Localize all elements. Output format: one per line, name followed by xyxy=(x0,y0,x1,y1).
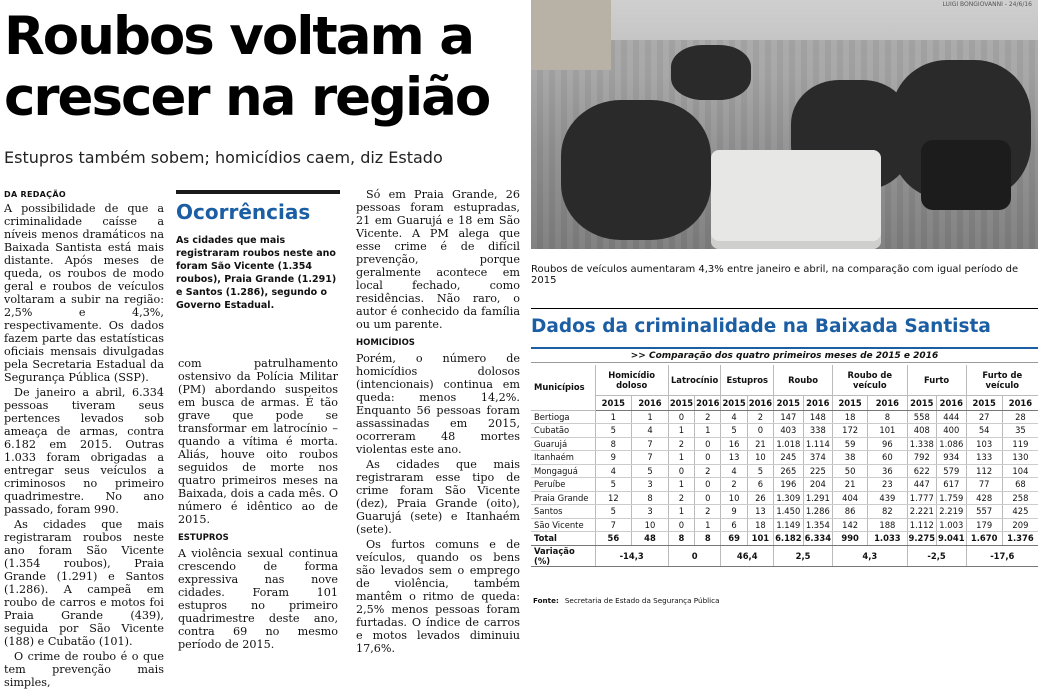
table-cell: 142 xyxy=(833,518,868,532)
crime-data-table xyxy=(531,365,1038,567)
column-header-year: 2015 xyxy=(966,395,1002,410)
table-row xyxy=(531,410,1038,424)
table-cell: 579 xyxy=(937,464,967,478)
total-cell: 990 xyxy=(833,532,868,546)
table-row xyxy=(531,518,1038,532)
table-cell: 792 xyxy=(907,451,937,465)
row-city: Peruíbe xyxy=(531,478,595,492)
paragraph: O crime de roubo é o que tem prevenção mais simples, xyxy=(4,650,164,689)
table-cell: 3 xyxy=(632,478,669,492)
table-cell: 1.003 xyxy=(937,518,967,532)
table-cell: 1.112 xyxy=(907,518,937,532)
table-cell: 112 xyxy=(966,464,1002,478)
table-cell: 5 xyxy=(595,424,632,438)
table-cell: 0 xyxy=(668,464,694,478)
variation-cell: -17,6 xyxy=(966,545,1038,566)
table-cell: 147 xyxy=(774,410,804,424)
box-text: As cidades que mais registraram roubos neste ano foram São Vicente (1.354 roubos), Praia Grande (1.291) e Santos (1.286), segundo o Governo Estadual. xyxy=(176,235,337,311)
column-header-year: 2015 xyxy=(721,395,747,410)
table-cell: 27 xyxy=(966,410,1002,424)
table-cell: 408 xyxy=(907,424,937,438)
table-cell: 265 xyxy=(774,464,804,478)
table-cell: 12 xyxy=(595,491,632,505)
street-motorcycles-photo xyxy=(531,0,1038,249)
table-cell: 68 xyxy=(1002,478,1038,492)
table-cell: 1.450 xyxy=(774,505,804,519)
table-cell: 13 xyxy=(747,505,773,519)
column-header-group: Furto xyxy=(907,365,966,395)
column-header-city: Municípios xyxy=(531,365,595,410)
table-cell: 196 xyxy=(774,478,804,492)
photo-motorcycle xyxy=(561,100,711,240)
total-cell: 9.275 xyxy=(908,533,936,544)
photo-building xyxy=(531,0,611,70)
table-cell: 404 xyxy=(833,491,868,505)
table-cell: 400 xyxy=(937,424,967,438)
paragraph: As cidades que mais registraram roubos neste ano foram São Vicente (1.354 roubos), Praia Grande (1.291) e Santos (1.286). A campeã em roubo de carros e motos foi Praia Grande (439), seguida por São Vicente (188) e Cubatão (101). xyxy=(4,518,164,648)
table-cell: 1 xyxy=(695,424,721,438)
article-column-2 xyxy=(178,357,338,653)
table-cell: 38 xyxy=(833,451,868,465)
paragraph: De janeiro a abril, 6.334 pessoas tiveram seus pertences levados sob ameaça de armas, contra 6.182 em 2015. Outras 1.033 foram obrigadas a entregar seus veículos a criminosos no primeiro quadrimestre. No ano passado, foram 990. xyxy=(4,386,164,516)
table-cell: 5 xyxy=(632,464,669,478)
table-cell: 5 xyxy=(721,424,747,438)
variation-cell: 2,5 xyxy=(774,545,833,566)
box-title: Ocorrências xyxy=(176,200,311,224)
table-cell: 1.777 xyxy=(907,491,937,505)
table-cell: 0 xyxy=(668,518,694,532)
table-cell: 1.291 xyxy=(803,491,833,505)
source-text: Secretaria de Estado da Segurança Pública xyxy=(564,596,720,605)
table-cell: 2 xyxy=(695,505,721,519)
table-cell: 428 xyxy=(966,491,1002,505)
table-cell: 6 xyxy=(721,518,747,532)
column-header-group: Roubo de veículo xyxy=(833,365,907,395)
table-cell: 1.338 xyxy=(907,437,937,451)
byline: DA REDAÇÃO xyxy=(4,190,66,199)
table-cell: 119 xyxy=(1002,437,1038,451)
table-cell: 0 xyxy=(695,451,721,465)
table-cell: 204 xyxy=(803,478,833,492)
photo-credit: LUIGI BONGIOVANNI - 24/6/16 xyxy=(942,1,1032,8)
paragraph: Só em Praia Grande, 26 pessoas foram estupradas, 21 em Guarujá e 18 em São Vicente. A PM alega que esse crime é de difícil prevenção, porque geralmente acontece em local fechado, como residências. Não raro, o autor é conhecido da família ou um parente. xyxy=(356,188,520,331)
table-cell: 179 xyxy=(966,518,1002,532)
row-city: Cubatão xyxy=(531,424,595,438)
table-cell: 1.354 xyxy=(803,518,833,532)
table-cell: 1.309 xyxy=(774,491,804,505)
table-cell: 5 xyxy=(747,464,773,478)
total-cell: 101 xyxy=(747,532,773,546)
table-cell: 1 xyxy=(632,410,669,424)
table-cell: 4 xyxy=(632,424,669,438)
variation-cell: 4,3 xyxy=(833,545,907,566)
divider xyxy=(531,308,1038,309)
table-cell: 2 xyxy=(668,437,694,451)
headline-line1: Roubos voltam a xyxy=(4,6,473,67)
table-cell: 447 xyxy=(907,478,937,492)
table-cell: 258 xyxy=(1002,491,1038,505)
table-cell: 245 xyxy=(774,451,804,465)
total-row xyxy=(531,532,1038,546)
table-cell: 21 xyxy=(747,437,773,451)
row-city: Bertioga xyxy=(531,410,595,424)
table-cell: 1.759 xyxy=(937,491,967,505)
table-cell: 59 xyxy=(833,437,868,451)
table-row xyxy=(531,464,1038,478)
row-city: Mongaguá xyxy=(531,464,595,478)
table-cell: 8 xyxy=(632,491,669,505)
table-cell: 403 xyxy=(774,424,804,438)
column-header-year: 2016 xyxy=(747,395,773,410)
table-cell: 2 xyxy=(747,410,773,424)
column-header-year: 2015 xyxy=(595,395,632,410)
column-header-group: Latrocínio xyxy=(668,365,721,395)
table-cell: 35 xyxy=(1002,424,1038,438)
table-cell: 103 xyxy=(966,437,1002,451)
table-cell: 0 xyxy=(695,478,721,492)
table-cell: 26 xyxy=(747,491,773,505)
table-cell: 5 xyxy=(595,505,632,519)
variation-cell: -2,5 xyxy=(907,545,966,566)
paragraph: A violência sexual continua crescendo de forma expressiva nas nove cidades. Foram 101 estupros no primeiro quadrimestre deste ano, contra 69 no mesmo período de 2015. xyxy=(178,547,338,651)
table-row xyxy=(531,424,1038,438)
table-cell: 1.149 xyxy=(774,518,804,532)
headline-line2: crescer na região xyxy=(4,67,490,128)
table-cell: 133 xyxy=(966,451,1002,465)
table-cell: 444 xyxy=(937,410,967,424)
table-cell: 617 xyxy=(937,478,967,492)
table-cell: 934 xyxy=(937,451,967,465)
table-subtitle: >> Comparação dos quatro primeiros meses de 2015 e 2016 xyxy=(531,347,1038,363)
occurrences-box xyxy=(176,190,340,320)
variation-row xyxy=(531,545,1038,566)
variation-label: Variação (%) xyxy=(531,545,595,566)
table-cell: 21 xyxy=(833,478,868,492)
table-cell: 1 xyxy=(595,410,632,424)
column-header-year: 2015 xyxy=(833,395,868,410)
column-header-year: 2016 xyxy=(695,395,721,410)
table-cell: 1 xyxy=(668,505,694,519)
table-cell: 4 xyxy=(721,410,747,424)
article-column-3 xyxy=(356,188,520,657)
table-cell: 1.114 xyxy=(803,437,833,451)
table-cell: 1 xyxy=(668,424,694,438)
column-header-year: 2016 xyxy=(632,395,669,410)
table-cell: 82 xyxy=(868,505,907,519)
column-header-year: 2015 xyxy=(668,395,694,410)
table-cell: 101 xyxy=(868,424,907,438)
table-cell: 558 xyxy=(907,410,937,424)
column-header-group: Estupros xyxy=(721,365,774,395)
table-cell: 9 xyxy=(595,451,632,465)
table-cell: 188 xyxy=(868,518,907,532)
total-cell: 6.334 xyxy=(804,533,832,544)
total-cell: 8 xyxy=(695,532,721,546)
table-cell: 7 xyxy=(595,518,632,532)
table-cell: 1 xyxy=(668,451,694,465)
table-cell: 9 xyxy=(721,505,747,519)
table-cell: 10 xyxy=(721,491,747,505)
variation-cell: 0 xyxy=(668,545,721,566)
total-label: Total xyxy=(531,532,595,546)
table-cell: 2 xyxy=(695,464,721,478)
headline xyxy=(4,6,524,128)
column-header-year: 2016 xyxy=(937,395,967,410)
source-label: Fonte: xyxy=(533,596,559,605)
table-cell: 18 xyxy=(747,518,773,532)
table-cell: 96 xyxy=(868,437,907,451)
column-header-year: 2016 xyxy=(803,395,833,410)
source-note xyxy=(533,596,720,605)
column-header-year: 2016 xyxy=(1002,395,1038,410)
total-cell: 1.670 xyxy=(966,532,1002,546)
table-cell: 50 xyxy=(833,464,868,478)
subhead: Estupros também sobem; homicídios caem, diz Estado xyxy=(4,148,443,167)
row-city: São Vicente xyxy=(531,518,595,532)
paragraph: A possibilidade de que a criminalidade caísse a níveis menos dramáticos na Baixada Santista está mais distante. Após meses de queda, os roubos de modo geral e roubos de veículos voltaram a subir na região: 2,5% e 4,3%, respectivamente. Os dados fazem parte das estatísticas oficiais mensais divulgadas pela Secretaria Estadual da Segurança Pública (SSP). xyxy=(4,202,164,384)
table-cell: 1 xyxy=(695,518,721,532)
variation-cell: 46,4 xyxy=(721,545,774,566)
table-cell: 2 xyxy=(721,478,747,492)
table-cell: 439 xyxy=(868,491,907,505)
variation-cell: -14,3 xyxy=(595,545,668,566)
paragraph: As cidades que mais registraram esse tipo de crime foram São Vicente (dez), Praia Grande (oito), Guarujá (sete) e Itanhaém (sete). xyxy=(356,458,520,536)
total-cell: 48 xyxy=(632,532,669,546)
table-cell: 18 xyxy=(833,410,868,424)
table-cell: 2.221 xyxy=(907,505,937,519)
table-title: Dados da criminalidade na Baixada Santista xyxy=(531,316,991,337)
table-cell: 557 xyxy=(966,505,1002,519)
table-cell: 374 xyxy=(803,451,833,465)
row-city: Praia Grande xyxy=(531,491,595,505)
paragraph: Os furtos comuns e de veículos, quando os bens são levados sem o emprego de violência, também mantêm o ritmo de queda: 2,5% menos pessoas foram furtadas. O índice de carros e motos levados diminuiu 17,6%. xyxy=(356,538,520,655)
total-cell: 9.041 xyxy=(938,533,965,544)
table-cell: 3 xyxy=(632,505,669,519)
table-cell: 1.086 xyxy=(937,437,967,451)
table-cell: 1.286 xyxy=(803,505,833,519)
table-cell: 130 xyxy=(1002,451,1038,465)
table-cell: 60 xyxy=(868,451,907,465)
column-header-year: 2016 xyxy=(868,395,907,410)
table-cell: 6 xyxy=(747,478,773,492)
table-cell: 1.018 xyxy=(774,437,804,451)
table-cell: 86 xyxy=(833,505,868,519)
table-cell: 4 xyxy=(595,464,632,478)
table-cell: 338 xyxy=(803,424,833,438)
column-header-year: 2015 xyxy=(907,395,937,410)
table-cell: 77 xyxy=(966,478,1002,492)
table-cell: 0 xyxy=(695,491,721,505)
article-column-1 xyxy=(4,202,164,691)
table-row xyxy=(531,491,1038,505)
table-cell: 104 xyxy=(1002,464,1038,478)
paragraph: com patrulhamento ostensivo da Polícia Militar (PM) abordando suspeitos em busca de armas. É tão grave que pode se transformar em latrocínio – quando a vítima é morta. Aliás, houve oito roubos seguidos de morte nos quatro primeiros meses na Baixada, dois a cada mês. O número é idêntico ao de 2015. xyxy=(178,357,338,526)
table-cell: 10 xyxy=(747,451,773,465)
column-header-group: Homicídio doloso xyxy=(595,365,668,395)
table-cell: 36 xyxy=(868,464,907,478)
table-cell: 425 xyxy=(1002,505,1038,519)
table-cell: 5 xyxy=(595,478,632,492)
total-cell: 6.182 xyxy=(775,533,802,544)
column-header-year: 2015 xyxy=(774,395,804,410)
total-cell: 56 xyxy=(595,532,632,546)
table-row xyxy=(531,437,1038,451)
row-city: Guarujá xyxy=(531,437,595,451)
total-cell: 1.376 xyxy=(1002,532,1038,546)
table-cell: 172 xyxy=(833,424,868,438)
table-cell: 622 xyxy=(907,464,937,478)
table-cell: 16 xyxy=(721,437,747,451)
table-cell: 54 xyxy=(966,424,1002,438)
table-cell: 10 xyxy=(632,518,669,532)
table-cell: 8 xyxy=(595,437,632,451)
photo-caption: Roubos de veículos aumentaram 4,3% entre janeiro e abril, na comparação com igual período de 2015 xyxy=(531,264,1019,286)
table-cell: 0 xyxy=(747,424,773,438)
table-cell: 0 xyxy=(668,410,694,424)
table-cell: 13 xyxy=(721,451,747,465)
table-cell: 2.219 xyxy=(937,505,967,519)
table-cell: 225 xyxy=(803,464,833,478)
table-cell: 1 xyxy=(668,478,694,492)
photo-motorcycle xyxy=(671,45,751,100)
section-heading-homicidios: HOMICÍDIOS xyxy=(356,338,415,348)
section-heading-estupros: ESTUPROS xyxy=(178,533,229,543)
table-cell: 209 xyxy=(1002,518,1038,532)
table-cell: 28 xyxy=(1002,410,1038,424)
table-row xyxy=(531,451,1038,465)
table-cell: 4 xyxy=(721,464,747,478)
column-header-group: Roubo xyxy=(774,365,833,395)
table-cell: 0 xyxy=(695,437,721,451)
table-cell: 2 xyxy=(695,410,721,424)
table-row xyxy=(531,505,1038,519)
total-cell: 8 xyxy=(668,532,694,546)
row-city: Santos xyxy=(531,505,595,519)
paragraph: Porém, o número de homicídios dolosos (intencionais) continua em queda: menos 14,2%. Enquanto 56 pessoas foram assassinadas em 2015, ocorreram 48 mortes violentas este ano. xyxy=(356,352,520,456)
table-cell: 7 xyxy=(632,437,669,451)
table-cell: 23 xyxy=(868,478,907,492)
total-cell: 1.033 xyxy=(868,532,907,546)
table-cell: 7 xyxy=(632,451,669,465)
table-row xyxy=(531,478,1038,492)
table-cell: 148 xyxy=(803,410,833,424)
table-cell: 2 xyxy=(668,491,694,505)
column-header-group: Furto de veículo xyxy=(966,365,1038,395)
row-city: Itanhaém xyxy=(531,451,595,465)
total-cell: 69 xyxy=(721,532,747,546)
table-cell: 8 xyxy=(868,410,907,424)
photo-top-case xyxy=(921,140,1011,210)
photo-delivery-box xyxy=(711,150,881,249)
